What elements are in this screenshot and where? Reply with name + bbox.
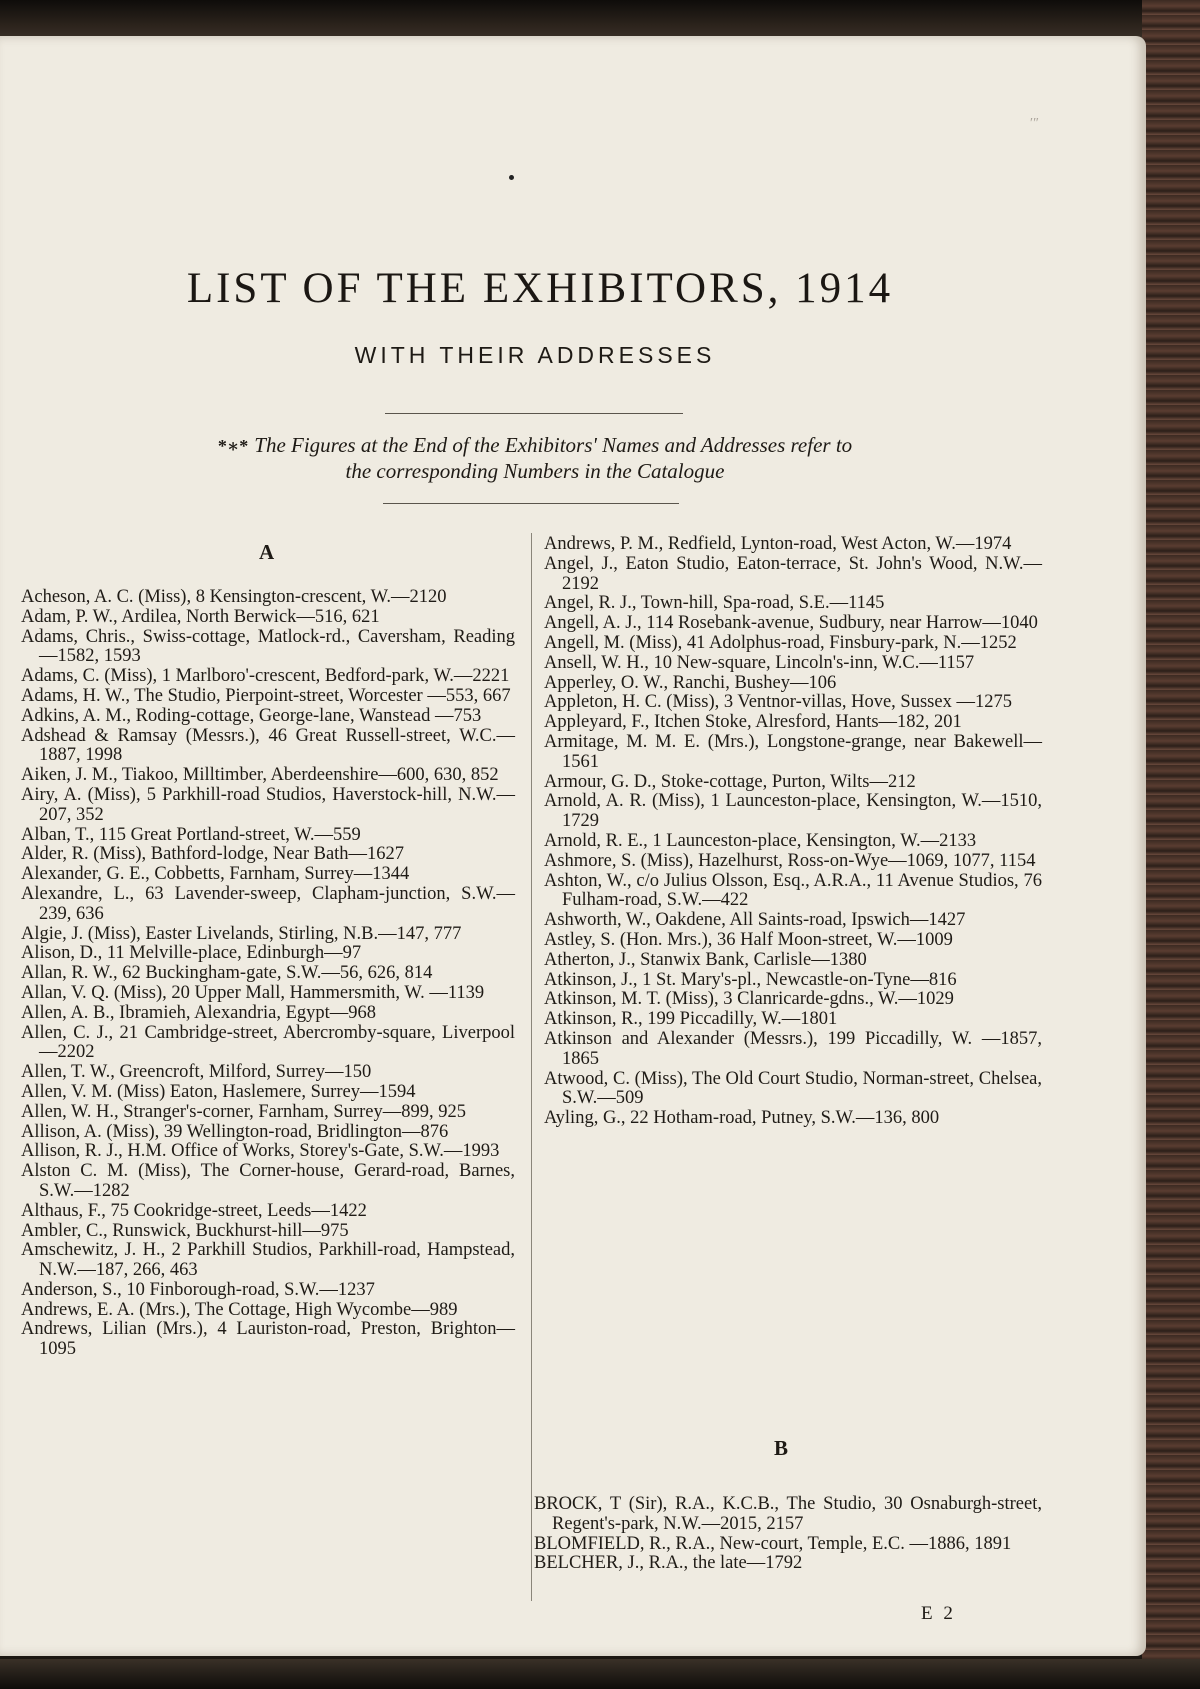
exhibitor-entry: Atherton, J., Stanwix Bank, Carlisle—1380 — [544, 949, 867, 970]
exhibitor-entry: Armour, G. D., Stoke-cottage, Purton, Wilts—212 — [544, 771, 916, 792]
book-edge-bottom — [0, 1659, 1200, 1689]
exhibitor-entry: Angell, A. J., 114 Rosebank-avenue, Sudbury, near Harrow—1040 — [544, 613, 1038, 634]
exhibitor-entry: Angell, M. (Miss), 41 Adolphus-road, Finsbury-park, N.—1252 — [544, 632, 1017, 653]
exhibitor-entry: Ayling, G., 22 Hotham-road, Putney, S.W.—136, 800 — [544, 1108, 940, 1129]
exhibitor-list-b — [534, 1495, 1042, 1574]
exhibitor-entry: Adshead & Ramsay (Messrs.), 46 Great Russell-street, W.C.—1887, 1998 — [21, 725, 515, 766]
exhibitor-entry: Angel, J., Eaton Studio, Eaton-terrace, St. John's Wood, N.W.—2192 — [544, 553, 1042, 594]
exhibitor-entry: Aiken, J. M., Tiakoo, Milltimber, Aberdeenshire—600, 630, 852 — [21, 765, 499, 786]
section-heading-b: B — [774, 1436, 790, 1460]
exhibitor-entry: Alban, T., 115 Great Portland-street, W.—559 — [21, 824, 361, 845]
corner-mark: ′″ — [1030, 116, 1039, 131]
exhibitor-entry: Adkins, A. M., Roding-cottage, George-lane, Wanstead —753 — [21, 705, 482, 726]
top-rule — [385, 413, 683, 414]
exhibitor-entry: Arnold, R. E., 1 Launceston-place, Kensington, W.—2133 — [544, 830, 977, 851]
bottom-rule — [383, 503, 679, 504]
page-title: LIST OF THE EXHIBITORS, 1914 — [186, 265, 894, 312]
exhibitor-entry: Airy, A. (Miss), 5 Parkhill-road Studios, Haverstock-hill, N.W.—207, 352 — [21, 784, 515, 825]
book-edge-top — [0, 0, 1200, 40]
exhibitor-entry: Alder, R. (Miss), Bathford-lodge, Near Bath—1627 — [21, 844, 405, 865]
exhibitor-entry: Anderson, S., 10 Finborough-road, S.W.—1237 — [21, 1279, 375, 1300]
exhibitor-entry: Appleyard, F., Itchen Stoke, Alresford, Hants—182, 201 — [544, 712, 962, 733]
exhibitor-entry: Adams, H. W., The Studio, Pierpoint-street, Worcester —553, 667 — [21, 685, 511, 706]
catalogue-note-line-1 — [110, 433, 960, 459]
exhibitor-entry: Appleton, H. C. (Miss), 3 Ventnor-villas, Hove, Sussex —1275 — [544, 692, 1012, 713]
exhibitor-entry: Alison, D., 11 Melville-place, Edinburgh—97 — [21, 943, 362, 964]
note-line-1-text: The Figures at the End of the Exhibitors' Names and Addresses refer to — [254, 433, 853, 457]
exhibitor-entry: Allan, V. Q. (Miss), 20 Upper Mall, Hammersmith, W. —1139 — [21, 982, 485, 1003]
exhibitor-entry: Armitage, M. M. E. (Mrs.), Longstone-grange, near Bakewell—1561 — [544, 731, 1042, 772]
exhibitor-entry: Ashmore, S. (Miss), Hazelhurst, Ross-on-Wye—1069, 1077, 1154 — [544, 850, 1036, 871]
book-edge-right — [1142, 0, 1200, 1689]
exhibitor-entry: Atkinson and Alexander (Messrs.), 199 Piccadilly, W. —1857, 1865 — [544, 1028, 1042, 1069]
exhibitor-entry: Althaus, F., 75 Cookridge-street, Leeds—1422 — [21, 1200, 367, 1221]
exhibitor-entry: Andrews, E. A. (Mrs.), The Cottage, High Wycombe—989 — [21, 1299, 458, 1320]
exhibitor-entry: BROCK, T (Sir), R.A., K.C.B., The Studio, 30 Osnaburgh-street, Regent's-park, N.W.—2015, 2157 — [534, 1494, 1042, 1534]
exhibitor-entry: Acheson, A. C. (Miss), 8 Kensington-crescent, W.—2120 — [21, 587, 447, 607]
exhibitor-entry: Allen, V. M. (Miss) Eaton, Haslemere, Surrey—1594 — [21, 1081, 416, 1102]
page-number: E 2 — [921, 1603, 956, 1624]
exhibitor-entry: Andrews, Lilian (Mrs.), 4 Lauriston-road, Preston, Brighton—1095 — [21, 1319, 515, 1360]
catalogue-note-line-2: the corresponding Numbers in the Catalogue — [345, 459, 725, 483]
exhibitor-entry: Allison, R. J., H.M. Office of Works, Storey's-Gate, S.W.—1993 — [21, 1141, 500, 1162]
book-page — [0, 36, 1146, 1656]
exhibitor-entry: Amschewitz, J. H., 2 Parkhill Studios, Parkhill-road, Hampstead, N.W.—187, 266, 463 — [21, 1240, 515, 1281]
exhibitor-entry: Allen, W. H., Stranger's-corner, Farnham, Surrey—899, 925 — [21, 1101, 466, 1122]
exhibitor-entry: BLOMFIELD, R., R.A., New-court, Temple, E.C. —1886, 1891 — [534, 1533, 1012, 1554]
exhibitor-entry: Allan, R. W., 62 Buckingham-gate, S.W.—56, 626, 814 — [21, 963, 433, 984]
exhibitor-entry: Allen, C. J., 21 Cambridge-street, Abercromby-square, Liverpool—2202 — [21, 1022, 515, 1063]
section-heading-a: A — [259, 540, 276, 564]
exhibitor-entry: Alexandre, L., 63 Lavender-sweep, Clapham-junction, S.W.—239, 636 — [21, 883, 515, 924]
exhibitor-list-left — [21, 588, 515, 1360]
asterism: *∗* — [217, 436, 249, 456]
exhibitor-entry: Alston C. M. (Miss), The Corner-house, Gerard-road, Barnes, S.W.—1282 — [21, 1161, 515, 1201]
exhibitor-entry: Adam, P. W., Ardilea, North Berwick—516, 621 — [21, 606, 380, 627]
exhibitor-entry: BELCHER, J., R.A., the late—1792 — [534, 1553, 803, 1574]
column-divider — [531, 533, 532, 1601]
exhibitor-entry: Allison, A. (Miss), 39 Wellington-road, Bridlington—876 — [21, 1121, 449, 1142]
exhibitor-entry: Ashton, W., c/o Julius Olsson, Esq., A.R.A., 11 Avenue Studios, 76 Fulham-road, S.W.—422 — [544, 870, 1042, 911]
exhibitor-entry: Angel, R. J., Town-hill, Spa-road, S.E.—1145 — [544, 593, 885, 614]
exhibitor-entry: Atkinson, M. T. (Miss), 3 Clanricarde-gdns., W.—1029 — [544, 989, 954, 1010]
exhibitor-entry: Ansell, W. H., 10 New-square, Lincoln's-inn, W.C.—1157 — [544, 652, 975, 673]
exhibitor-entry: Arnold, A. R. (Miss), 1 Launceston-place, Kensington, W.—1510, 1729 — [544, 791, 1042, 832]
exhibitor-entry: Ashworth, W., Oakdene, All Saints-road, Ipswich—1427 — [544, 910, 966, 931]
exhibitor-entry: Allen, T. W., Greencroft, Milford, Surrey—150 — [21, 1062, 372, 1083]
exhibitor-entry: Atkinson, J., 1 St. Mary's-pl., Newcastle-on-Tyne—816 — [544, 969, 957, 990]
exhibitor-entry: Andrews, P. M., Redfield, Lynton-road, West Acton, W.—1974 — [544, 534, 1012, 554]
exhibitor-list-right — [544, 535, 1042, 1129]
exhibitor-entry: Atkinson, R., 199 Piccadilly, W.—1801 — [544, 1009, 838, 1030]
exhibitor-entry: Atwood, C. (Miss), The Old Court Studio, Norman-street, Chelsea, S.W.—509 — [544, 1068, 1042, 1109]
exhibitor-entry: Algie, J. (Miss), Easter Livelands, Stirling, N.B.—147, 777 — [21, 923, 462, 944]
exhibitor-entry: Allen, A. B., Ibramieh, Alexandria, Egypt—968 — [21, 1002, 377, 1023]
ink-dot — [509, 175, 514, 180]
page-subtitle: WITH THEIR ADDRESSES — [354, 342, 716, 368]
exhibitor-entry: Alexander, G. E., Cobbetts, Farnham, Surrey—1344 — [21, 864, 410, 885]
exhibitor-entry: Apperley, O. W., Ranchi, Bushey—106 — [544, 672, 837, 693]
exhibitor-entry: Adams, C. (Miss), 1 Marlboro'-crescent, Bedford-park, W.—2221 — [21, 666, 510, 687]
catalogue-note — [110, 433, 960, 484]
exhibitor-entry: Ambler, C., Runswick, Buckhurst-hill—975 — [21, 1220, 349, 1241]
exhibitor-entry: Adams, Chris., Swiss-cottage, Matlock-rd., Caversham, Reading—1582, 1593 — [21, 626, 515, 667]
exhibitor-entry: Astley, S. (Hon. Mrs.), 36 Half Moon-street, W.—1009 — [544, 929, 953, 950]
